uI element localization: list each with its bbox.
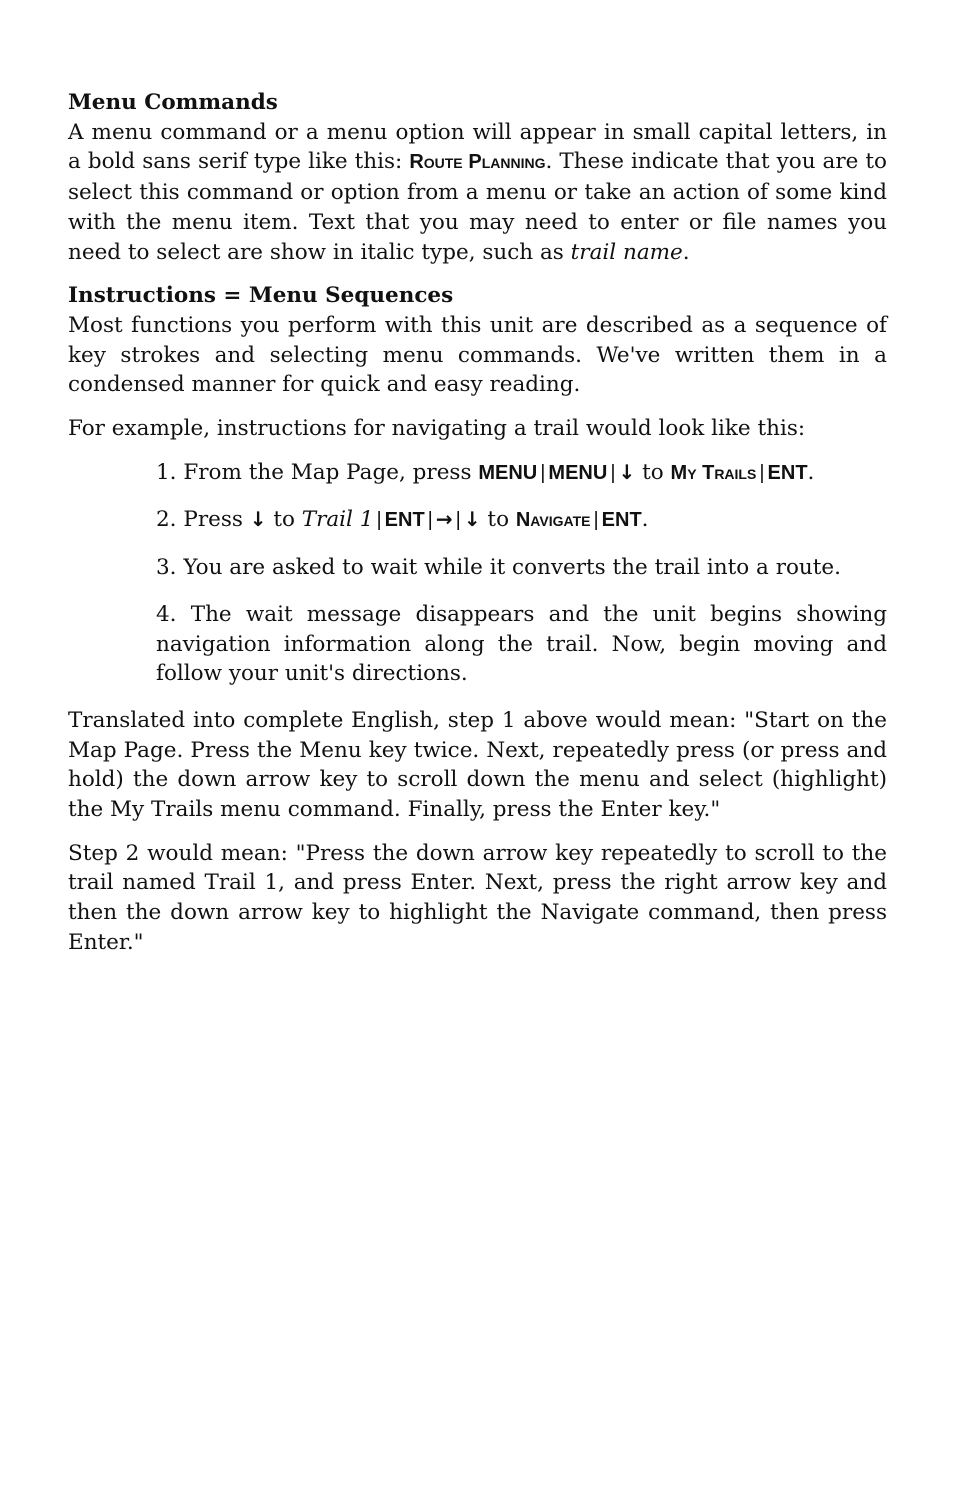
navigate-command: Navigate [515,509,591,532]
instructions-heading: Instructions = Menu Sequences [68,283,454,309]
page-content [68,88,887,972]
separator: | [376,509,382,532]
example-italic-text: trail name [570,239,683,265]
down-arrow-icon: ↓ [618,459,636,484]
menu-commands-paragraph [68,118,887,268]
translation-paragraph-2: Step 2 would mean: "Press the down arrow key repeatedly to scroll to the trail named Trail 1, and press Enter. Next, press the right arrow key and then the down arrow key to highlight the Navigate command, then press Enter." [68,840,887,955]
step-2-to-2: to [480,507,516,533]
instructions-paragraph-1: Most functions you perform with this unit are described as a sequence of key strokes and selecting menu commands. We've written them in a condensed manner for quick and easy reading. [68,312,887,398]
menu-commands-text-3: . [682,239,690,265]
menu-key-label: MENU [478,461,538,484]
separator: | [455,509,461,532]
example-menu-command: Route Planning [409,151,546,174]
ent-key-label: ENT [601,509,642,532]
instructions-section [68,281,887,444]
instructions-paragraph-2: For example, instructions for navigating a trail would look like this: [68,416,806,442]
steps-list [156,458,887,689]
ent-key-label: ENT [767,461,808,484]
menu-commands-heading: Menu Commands [68,90,278,115]
step-2-end: . [641,507,649,533]
step-1-prefix: 1. From the Map Page, press [156,459,479,485]
separator: | [427,509,433,532]
menu-commands-text-2: . These indicate that you are to select this command or option from a menu or take an action of some kind with the menu item. Text that you may need to enter or file names you need to select are show in italic type, such as [68,149,887,265]
separator: | [593,509,599,532]
separator: | [540,461,546,484]
menu-commands-section [68,88,887,267]
menu-commands-text-1: A menu command or a menu option will appear in small capital letters, in a bold sans serif type like this: [68,119,887,175]
menu-key-label: MENU [548,461,608,484]
ent-key-label: ENT [384,509,425,532]
step-4: 4. The wait message disappears and the unit begins showing navigation information along the trail. Now, begin moving and follow your unit's directions. [156,601,887,687]
separator: | [610,461,616,484]
step-1 [156,458,887,489]
step-1-to: to [635,459,671,485]
step-2-to: to [266,507,302,533]
step-2 [156,505,887,536]
down-arrow-icon: ↓ [463,507,481,532]
trail-name-italic: Trail 1 [301,507,374,533]
down-arrow-icon: ↓ [249,507,267,532]
step-3: 3. You are asked to wait while it converts the trail into a route. [156,555,841,581]
separator: | [759,461,765,484]
step-1-end: . [807,459,815,485]
step-2-prefix: 2. Press [156,507,250,533]
my-trails-command: My Trails [670,461,757,484]
translation-paragraph-1: Translated into complete English, step 1 above would mean: "Start on the Map Page. Press the Menu key twice. Next, repeatedly press (or press and hold) the down arrow key to scroll down the menu and select (highlight) the My Trails menu command. Finally, press the Enter key." [68,707,887,823]
right-arrow-icon: → [435,507,453,532]
